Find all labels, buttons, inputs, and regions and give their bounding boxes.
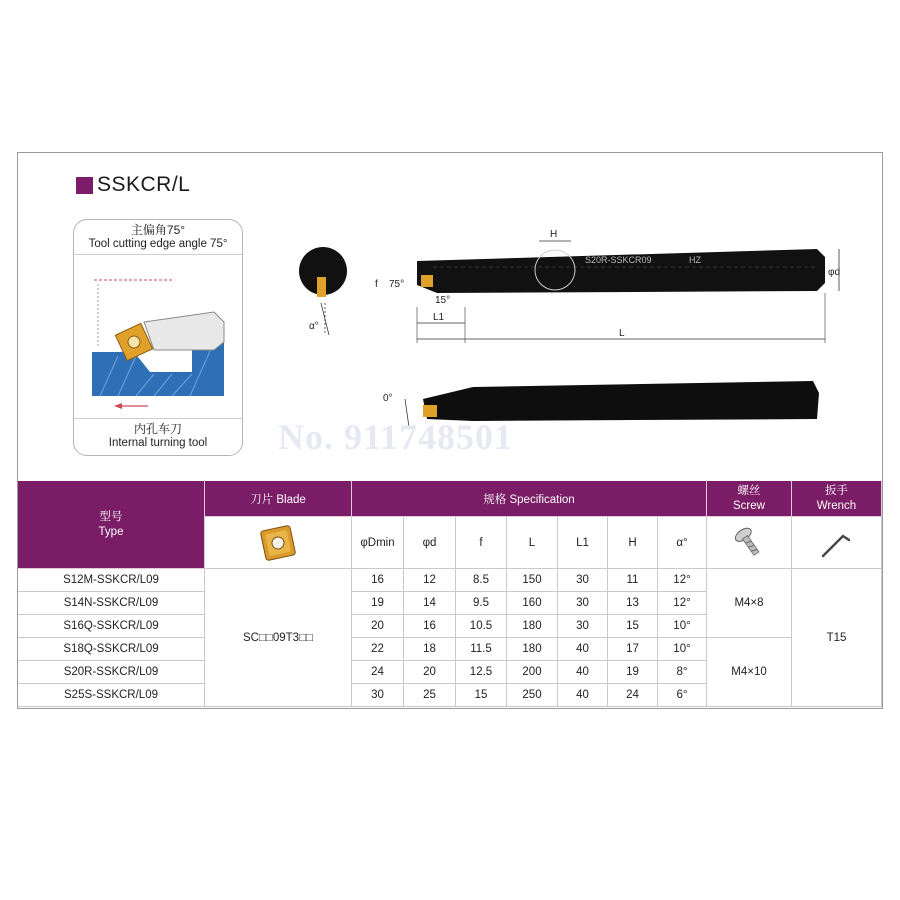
tool-technical-drawing: [283, 223, 843, 443]
spec-header: 规格 Specification: [352, 481, 707, 517]
table-cell: 13: [608, 592, 658, 615]
table-cell: 250: [507, 684, 558, 707]
type-header-en: Type: [98, 525, 124, 538]
spec-col-header-1: φd: [404, 517, 456, 569]
table-cell: 30: [558, 615, 608, 638]
h-label: H: [550, 229, 558, 240]
table-cell: 10°: [658, 615, 707, 638]
angle-15-label: 15°: [435, 295, 451, 306]
wrench-image: [792, 517, 882, 569]
spec-col-header-3: L: [507, 517, 558, 569]
screw-header: [707, 481, 792, 517]
table-cell: 24: [608, 684, 658, 707]
spec-sheet: [17, 152, 883, 709]
angle-75-label: 75°: [389, 279, 405, 290]
table-cell: 9.5: [456, 592, 507, 615]
title-row: [76, 173, 190, 197]
table-cell: 12.5: [456, 661, 507, 684]
table-cell: 200: [507, 661, 558, 684]
d-label: φd: [828, 267, 841, 278]
table-cell: 15: [456, 684, 507, 707]
table-cell: 30: [558, 569, 608, 592]
table-cell: 6°: [658, 684, 707, 707]
specification-table: [18, 481, 882, 709]
f-label: f: [375, 279, 378, 290]
page-title: SSKCR/L: [97, 173, 191, 196]
screw-header-cn: 螺丝: [737, 484, 761, 497]
table-cell: 22: [352, 638, 404, 661]
panel-divider-bottom: [74, 418, 242, 419]
screw-image: [707, 517, 792, 569]
cutting-angle-panel: [73, 219, 243, 456]
wrench-icon: [817, 526, 857, 560]
l1-label: L1: [433, 312, 445, 323]
end-view-insert: [317, 277, 326, 297]
tool-type-en: Internal turning tool: [108, 437, 208, 449]
table-row-type: S20R-SSKCR/L09: [18, 661, 205, 684]
table-cell: 19: [608, 661, 658, 684]
tool-type-cn: 内孔车刀: [133, 422, 182, 436]
angle-0-label: 0°: [383, 393, 393, 404]
table-cell: 40: [558, 684, 608, 707]
table-cell: 15: [608, 615, 658, 638]
screw-header-en: Screw: [733, 499, 765, 512]
feed-arrow-head: [114, 403, 122, 409]
angle-caption-cn: 主偏角75°: [130, 223, 186, 237]
table-cell: 20: [404, 661, 456, 684]
screw-value: M4×10: [707, 638, 792, 707]
blade-header: 刀片 Blade: [205, 481, 352, 517]
spec-col-header-0: φDmin: [352, 517, 404, 569]
title-marker: [76, 177, 93, 194]
shank-marking-2: HZ: [689, 255, 701, 265]
screw-value: M4×8: [707, 569, 792, 638]
wrench-header-cn: 扳手: [825, 484, 848, 497]
type-header: [18, 481, 205, 569]
table-cell: 14: [404, 592, 456, 615]
panel-divider: [74, 254, 242, 255]
table-row-type: S14N-SSKCR/L09: [18, 592, 205, 615]
table-cell: 12°: [658, 569, 707, 592]
wrench-value: T15: [792, 569, 882, 707]
table-cell: 40: [558, 661, 608, 684]
table-cell: 24: [352, 661, 404, 684]
table-cell: 8°: [658, 661, 707, 684]
table-cell: 18: [404, 638, 456, 661]
l-label: L: [619, 328, 625, 339]
table-row-type: S16Q-SSKCR/L09: [18, 615, 205, 638]
table-cell: 16: [352, 569, 404, 592]
table-cell: 30: [352, 684, 404, 707]
table-cell: 25: [404, 684, 456, 707]
table-cell: 150: [507, 569, 558, 592]
table-cell: 12: [404, 569, 456, 592]
table-cell: 160: [507, 592, 558, 615]
table-cell: 19: [352, 592, 404, 615]
insert-side-view: [421, 275, 433, 287]
alpha-label: α°: [309, 321, 319, 332]
table-cell: 20: [352, 615, 404, 638]
table-cell: 40: [558, 638, 608, 661]
table-row-type: S12M-SSKCR/L09: [18, 569, 205, 592]
blade-insert-image: [205, 517, 352, 569]
screw-icon: [734, 526, 764, 560]
table-cell: 30: [558, 592, 608, 615]
wrench-header-en: Wrench: [816, 499, 857, 512]
boring-bar: [144, 312, 224, 350]
spec-col-header-4: L1: [558, 517, 608, 569]
table-cell: 12°: [658, 592, 707, 615]
type-header-cn: 型号: [99, 510, 123, 523]
shank-marking: S20R-SSKCR09: [585, 255, 652, 265]
spec-col-header-2: f: [456, 517, 507, 569]
table-cell: 8.5: [456, 569, 507, 592]
table-cell: 17: [608, 638, 658, 661]
tool-perspective-view: [423, 381, 819, 421]
table-cell: 180: [507, 615, 558, 638]
insert-icon: [256, 523, 300, 563]
blade-model-value: SC□□09T3□□: [205, 569, 352, 707]
spec-col-header-6: α°: [658, 517, 707, 569]
table-row-type: S18Q-SSKCR/L09: [18, 638, 205, 661]
table-cell: 11: [608, 569, 658, 592]
table-cell: 180: [507, 638, 558, 661]
watermark: No. 911748501: [278, 417, 514, 457]
table-cell: 16: [404, 615, 456, 638]
wrench-header: [792, 481, 882, 517]
table-cell: 10.5: [456, 615, 507, 638]
internal-turning-illustration: [74, 256, 242, 416]
table-row-type: S25S-SSKCR/L09: [18, 684, 205, 707]
spec-col-header-5: H: [608, 517, 658, 569]
table-cell: 11.5: [456, 638, 507, 661]
angle-caption-en: Tool cutting edge angle 75°: [88, 238, 228, 250]
table-cell: 10°: [658, 638, 707, 661]
